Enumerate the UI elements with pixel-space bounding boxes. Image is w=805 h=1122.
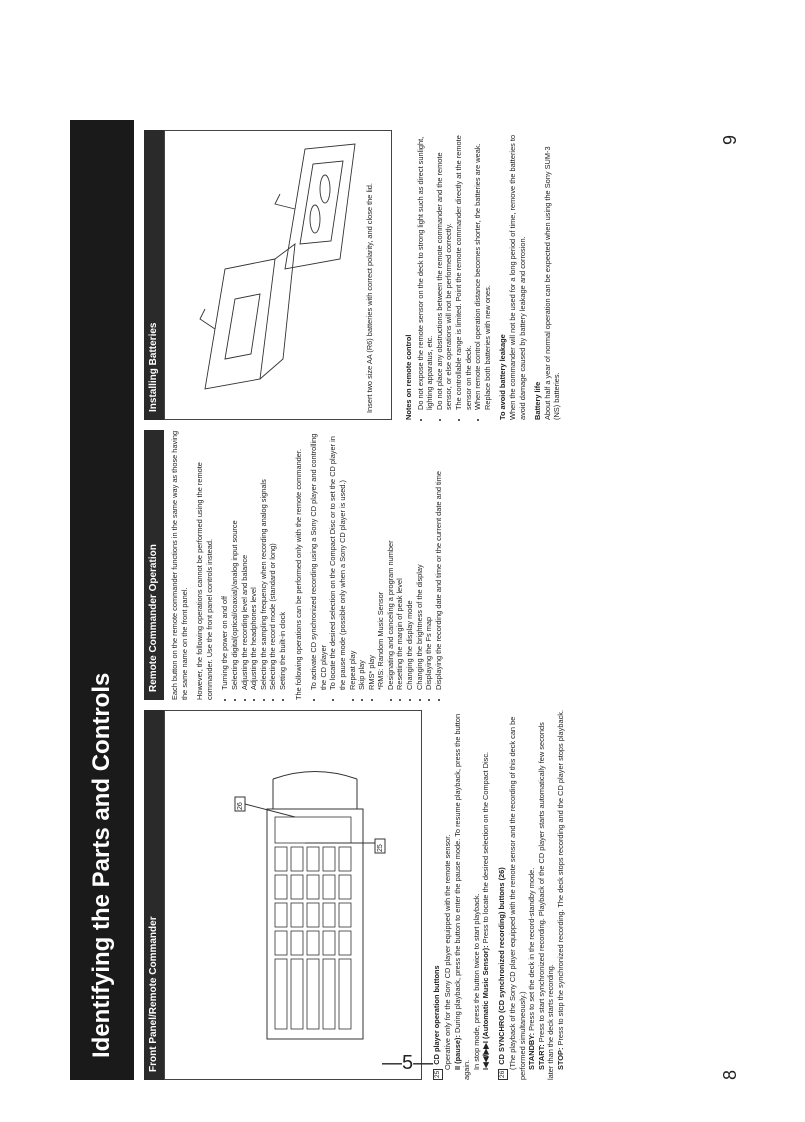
heading-cd-player-ops: CD player operation buttons <box>432 965 441 1065</box>
item-number: 25 <box>434 1070 441 1078</box>
page-title: Identifying the Parts and Controls <box>70 120 134 1080</box>
list-item: • Adjusting the recording level and balance <box>240 430 250 690</box>
col2-text <box>170 430 449 700</box>
callout-26: 26 <box>237 802 244 810</box>
battery-insertion-illustration <box>165 131 391 419</box>
col1-text <box>432 710 572 1080</box>
pause-label: II (pause): <box>452 1035 462 1070</box>
stop-mode-text: In stop mode, press the button twice to start playback. <box>471 893 481 1070</box>
list-item: • Designating and canceling a program number <box>386 430 396 690</box>
list-item: • Selecting digital(optical/coaxial)/analog input source <box>230 430 240 690</box>
remote-illustration-frame <box>164 710 422 1080</box>
battery-caption: Insert two size AA (R6) batteries with correct polarity, and close the lid. <box>365 183 374 413</box>
list-item: • Displaying the recording date and time or the current date and time <box>434 430 444 690</box>
list-item: • Displaying the Fs map <box>424 430 434 690</box>
list-item: • Setting the built-in clock <box>278 430 288 690</box>
heading-cd-synchro: CD SYNCHRO (CD synchronized recording) buttons (26) <box>496 867 506 1065</box>
list-item: • Do not expose the remote sensor on the deck to strong light such as direct sunlight, lighting apparatus, etc. <box>416 130 435 410</box>
item-number: 26 <box>498 1070 506 1078</box>
stop-text: Press to stop the synchronized recording. The deck stops recording and the CD player stops playback. <box>555 709 565 1046</box>
list-item: • Selecting the sampling frequency when recording analog signals <box>259 430 269 690</box>
standby-text: Press to set the deck in the record-standby mode. <box>527 867 537 1031</box>
list-item: • Adjusting the headphones level <box>249 430 259 690</box>
heading-notes-remote: Notes on remote control <box>404 334 413 420</box>
list-remote-only <box>309 430 443 700</box>
page-number-left: 8 <box>720 1069 740 1080</box>
remote-p2: However, the following operations cannot be performed using the remote commander. Use the front panel controls instead. <box>195 462 214 700</box>
ams-text: Press to locate the desired selection on the Compact Disc. <box>481 751 491 944</box>
list-item: • To locate the desired selection on the Compact Disc or to set the CD player in the pause mode (possible only when a Sony CD player is used.) <box>328 430 347 690</box>
remote-p3: The following operations can be performed only with the remote commander. <box>293 448 303 700</box>
synchro-intro: (The playback of the Sony CD player equipped with the remote sensor and the recording of this deck can be performed simultaneously.) <box>507 716 527 1080</box>
list-item: • Skip play <box>357 430 367 690</box>
list-item: • The controllable range is limited. Point the remote commander directly at the remote sensor on the deck. <box>454 130 473 410</box>
rms-note: *RMS: Random Music Sensor <box>376 591 386 690</box>
list-item: • When remote control operation distance becomes shorter, the batteries are weak. Replace both batteries with new ones. <box>473 130 492 410</box>
cd-ops-intro: Operative only for the Sony CD player equipped with the remote sensor. <box>443 834 452 1070</box>
list-item: • Do not place any obstructions between the remote commander and the remote sensor, or else operations will not be performed correctly. <box>435 130 454 410</box>
list-item: • Selecting the record mode (standard or long) <box>268 430 278 690</box>
battery-life-text: About half a year of normal operation can be expected when using the Sony SUM-3 (NS) batteries. <box>542 146 562 420</box>
battery-leakage-text: When the commander will not be used for a long period of time, remove the batteries to avoid damage caused by battery leakage and corrosion. <box>507 134 527 420</box>
section-header-batteries: Installing Batteries <box>144 130 164 420</box>
stop-label: STOP: <box>555 1047 565 1070</box>
list-item: • Changing the display mode <box>405 430 415 690</box>
list-item: • To activate CD synchronized recording using a Sony CD player and controlling the CD player <box>309 430 328 690</box>
list-item: • Changing the brightness of the display <box>415 430 425 690</box>
section-header-front-panel: Front Panel/Remote Commander <box>144 710 164 1080</box>
pause-text: During playback, press the button to enter the pause mode. To resume playback, press the button again. <box>452 713 472 1080</box>
list-item: • Repeat play <box>348 430 358 690</box>
remote-p1: Each button on the remote commander functions in the same way as those having the same name on the front panel. <box>170 430 189 700</box>
list-front-panel-only <box>220 430 287 700</box>
heading-battery-life: Battery life <box>533 381 543 420</box>
list-notes <box>416 130 493 420</box>
list-item: • Turning the power on and off <box>220 430 230 690</box>
section-header-remote-operation: Remote Commander Operation <box>144 430 164 700</box>
manual-page <box>70 120 750 1080</box>
start-text: Press to start synchronized recording. Playback of the CD player starts automatically few seconds later than the deck starts recording. <box>536 722 556 1080</box>
start-label: START: <box>536 1044 546 1070</box>
list-item: • Resetting the margin of peak level <box>395 430 405 690</box>
heading-battery-leakage: To avoid battery leakage <box>498 334 508 420</box>
list-item: • RMS* play <box>367 430 377 690</box>
remote-commander-illustration <box>165 711 421 1079</box>
col3-text <box>404 130 568 420</box>
footer-page-number: —5— <box>382 1052 434 1074</box>
ams-label: I◀◀/▶▶I (Automatic Music Sensor): <box>481 945 491 1070</box>
page-number-right: 9 <box>720 134 740 145</box>
standby-label: STANDBY: <box>527 1032 537 1070</box>
battery-illustration-frame <box>164 130 392 420</box>
callout-25: 25 <box>377 844 384 852</box>
